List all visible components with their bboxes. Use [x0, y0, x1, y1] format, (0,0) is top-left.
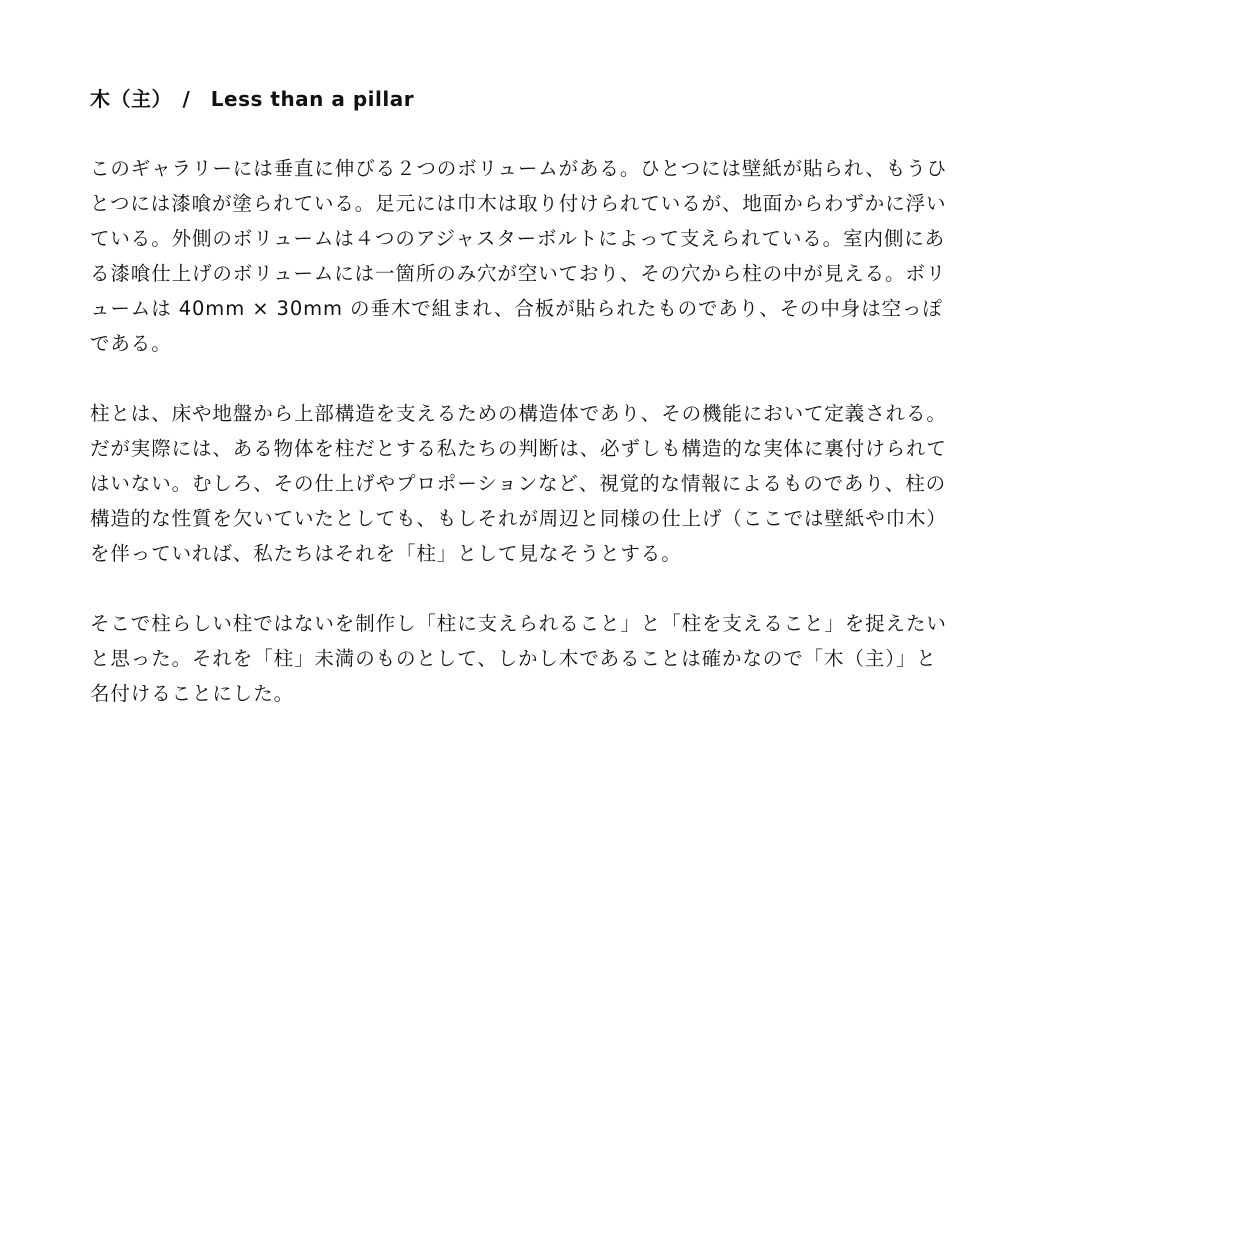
- paragraph-1: このギャラリーには垂直に伸びる２つのボリュームがある。ひとつには壁紙が貼られ、もうひとつには漆喰が塗られている。足元には巾木は取り付けられているが、地面からわずかに浮いている。外側のボリュームは４つのアジャスターボルトによって支えられている。室内側にある漆喰仕上げのボリュームには一箇所のみ穴が空いており、その穴から柱の中が見える。ボリュームは 40mm × 30mm の垂木で組まれ、合板が貼られたものであり、その中身は空っぽである。: [90, 157, 947, 355]
- document-body: [90, 82, 950, 711]
- paragraph-3: そこで柱らしい柱ではないを制作し「柱に支えられること」と「柱を支えること」を捉えたいと思った。それを「柱」未満のものとして、しかし木であることは確かなので「木（主）」と名付けることにした。: [90, 612, 947, 705]
- paragraph-2: 柱とは、床や地盤から上部構造を支えるための構造体であり、その機能において定義される。だが実際には、ある物体を柱だとする私たちの判断は、必ずしも構造的な実体に裏付けられてはいない。むしろ、その仕上げやプロポーションなど、視覚的な情報によるものであり、柱の構造的な性質を欠いていたとしても、もしそれが周辺と同様の仕上げ（ここでは壁紙や巾木）を伴っていれば、私たちはそれを「柱」として見なそうとする。: [90, 402, 947, 565]
- page-title: 木（主） / Less than a pillar: [90, 87, 415, 111]
